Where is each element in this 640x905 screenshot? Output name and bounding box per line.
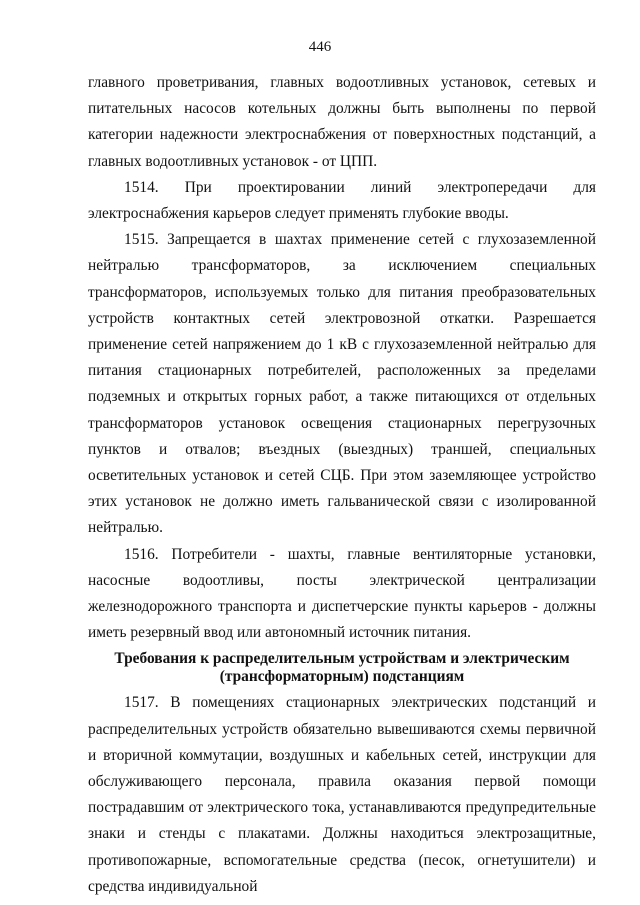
section-heading-line-1: Требования к распределительным устройствам и электрическим	[114, 650, 570, 668]
paragraph-1516: 1516. Потребители - шахты, главные вентиляторные установки, насосные водоотливы, посты электрической централизации железнодорожного транспорта и диспетчерские пункты карьеров - должны иметь резервный ввод или автономный источник питания.	[88, 545, 596, 642]
paragraph-continuation: главного проветривания, главных водоотливных установок, сетевых и питательных насосов котельных должны быть выполнены по первой категории надежности электроснабжения от поверхностных подстанций, а главных водоотливных установок - от ЦПП.	[88, 74, 596, 170]
section-heading-line-2: (трансформаторным) подстанциям	[219, 668, 465, 686]
page-number: 446	[308, 39, 332, 55]
paragraph-1514: 1514. При проектировании линий электропередачи для электроснабжения карьеров следует применять глубокие вводы.	[88, 178, 596, 223]
paragraph-1517: 1517. В помещениях стационарных электрических подстанций и распределительных устройств обязательно вывешиваются схемы первичной и вторичной коммутации, воздушных и кабельных сетей, инструкции для обслуживающего персонала, правила оказания первой помощи пострадавшим от электрического тока, устанавливаются предупредительные знаки и стенды с плакатами. Должны находиться электрозащитные, противопожарные, вспомогательные средства (песок, огнетушители) и средства индивидуальной	[88, 694, 596, 895]
document-body	[88, 70, 596, 900]
paragraph-1515: 1515. Запрещается в шахтах применение сетей с глухозаземленной нейтралью трансформаторов, за исключением специальных трансформаторов, используемых только для питания преобразовательных устройств контактных сетей электровозной откатки. Разрешается применение сетей напряжением до 1 кВ с глухозаземленной нейтралью для питания стационарных потребителей, расположенных за пределами подземных и открытых горных работ, а также питающихся от отдельных трансформаторов установок освещения стационарных перегрузочных пунктов и отвалов; въездных (выездных) траншей, специальных осветительных установок и сетей СЦБ. При этом заземляющее устройство этих установок не должно иметь гальванической связи с изолированной нейтралью.	[88, 231, 596, 537]
section-heading	[88, 650, 596, 686]
